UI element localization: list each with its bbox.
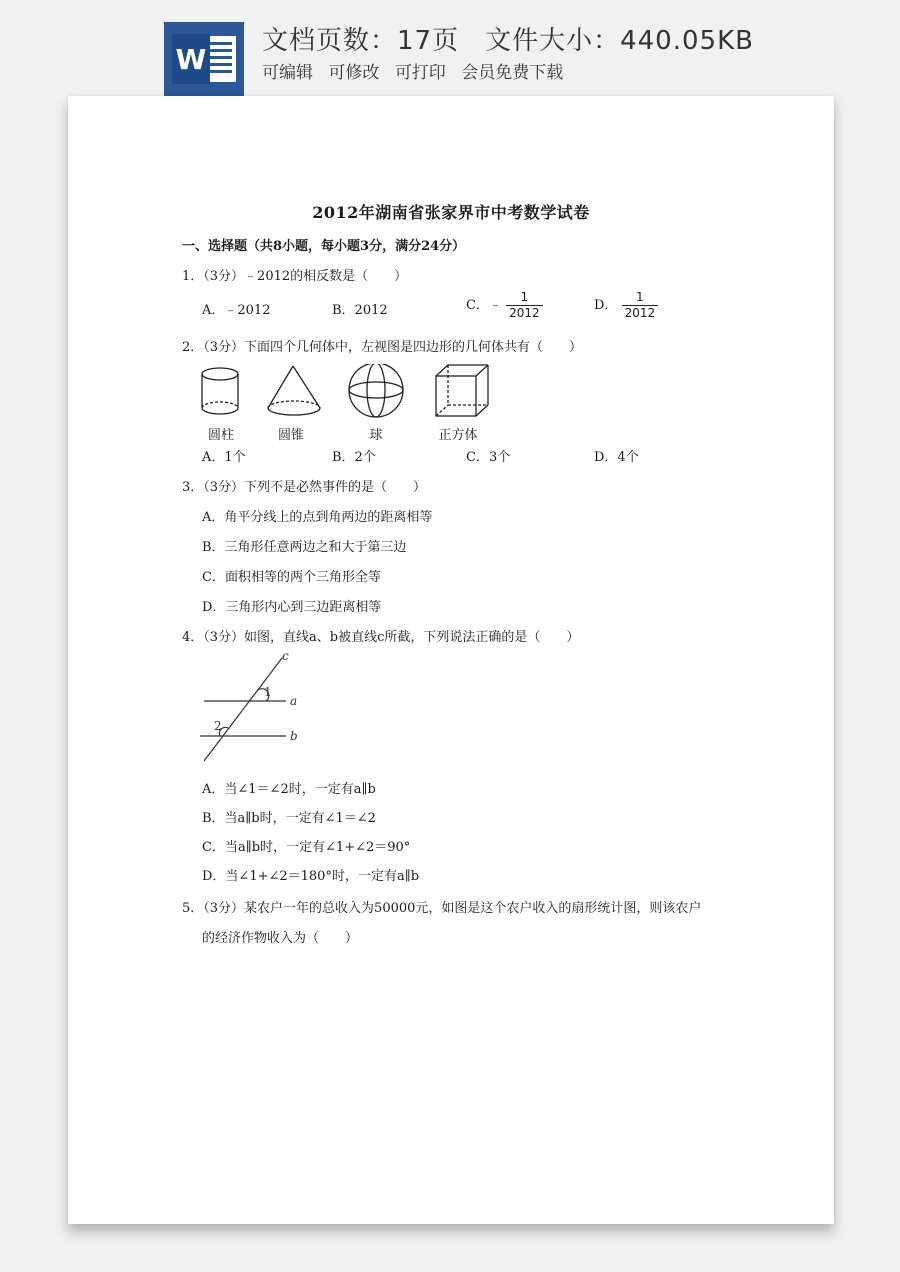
svg-text:W: W xyxy=(175,43,207,76)
feature-modifiable: 可修改 xyxy=(328,63,380,83)
section-heading: 一、选择题（共8小题，每小题3分，满分24分） xyxy=(182,239,466,254)
q4-option-c: C．当a∥b时，一定有∠1+∠2＝90° xyxy=(202,840,411,855)
fraction-denominator: 2012 xyxy=(509,306,540,320)
q2-option-b: B．2个 xyxy=(332,450,376,465)
solids-figure xyxy=(196,364,496,422)
page-count: 文档页数：17页 xyxy=(262,26,460,56)
question-5-line2: 的经济作物收入为（ ） xyxy=(202,931,359,946)
sphere-shape xyxy=(349,364,403,417)
question-2-stem: 2．（3分）下面四个几何体中，左视图是四边形的几何体共有（ ） xyxy=(182,340,583,355)
q1-option-b: B．2012 xyxy=(332,303,388,318)
fraction-numerator: 1 xyxy=(622,290,659,306)
question-1-stem: 1．（3分）﹣2012的相反数是（ ） xyxy=(182,269,408,284)
q4-option-d: D．当∠1+∠2＝180°时，一定有a∥b xyxy=(202,869,420,884)
feature-member-download: 会员免费下载 xyxy=(461,63,564,83)
q1-option-d xyxy=(594,290,658,321)
q3-option-d: D．三角形内心到三边距离相等 xyxy=(202,600,382,615)
q1-option-d-prefix: D． xyxy=(594,298,618,313)
feature-editable: 可编辑 xyxy=(262,63,313,83)
q2-option-d: D．4个 xyxy=(594,450,639,465)
label-a: a xyxy=(290,694,298,708)
doc-meta-line xyxy=(262,20,780,57)
q1-option-a: A．﹣2012 xyxy=(202,303,271,318)
q4-option-b: B．当a∥b时，一定有∠1＝∠2 xyxy=(202,811,376,826)
q1-option-c xyxy=(466,290,543,321)
q1-option-c-prefix: C．﹣ xyxy=(466,298,502,313)
cylinder-shape xyxy=(202,368,238,414)
q2-option-c: C．3个 xyxy=(466,450,511,465)
cone-label: 圆锥 xyxy=(277,428,304,443)
page-title: 2012年湖南省张家界市中考数学试卷 xyxy=(312,203,590,222)
q3-option-a: A．角平分线上的点到角两边的距离相等 xyxy=(202,510,433,525)
sphere-label: 球 xyxy=(369,428,383,443)
q3-option-c: C．面积相等的两个三角形全等 xyxy=(202,570,381,585)
cube-label: 正方体 xyxy=(438,428,478,443)
question-3-stem: 3．（3分）下列不是必然事件的是（ ） xyxy=(182,480,427,495)
cylinder-label: 圆柱 xyxy=(207,428,234,443)
feature-printable: 可打印 xyxy=(394,63,446,83)
fraction-denominator: 2012 xyxy=(624,306,656,320)
label-angle-2: 2 xyxy=(214,719,222,733)
line-c xyxy=(204,658,282,761)
question-4-stem: 4．（3分）如图，直线a、b被直线c所截，下列说法正确的是（ ） xyxy=(182,630,580,645)
cube-shape xyxy=(436,365,488,416)
label-c: c xyxy=(282,649,289,663)
feature-list xyxy=(262,58,573,83)
q4-option-a: A．当∠1＝∠2时，一定有a∥b xyxy=(202,782,376,797)
label-angle-1: 1 xyxy=(264,685,272,699)
q2-option-a: A．1个 xyxy=(202,450,246,465)
q1-option-c-fraction xyxy=(506,290,543,321)
word-file-icon xyxy=(164,22,244,96)
label-b: b xyxy=(290,729,298,743)
q3-option-b: B．三角形任意两边之和大于第三边 xyxy=(202,540,407,555)
question-5-line1: 5．（3分）某农户一年的总收入为50000元，如图是这个农户收入的扇形统计图，则该农户 xyxy=(182,901,702,916)
file-size: 文件大小：440.05KB xyxy=(485,26,754,56)
cone-shape xyxy=(268,366,320,415)
document-page xyxy=(68,96,834,1224)
q1-option-d-fraction xyxy=(622,290,659,321)
parallel-lines-figure xyxy=(196,648,306,764)
fraction-numerator: 1 xyxy=(506,290,543,306)
